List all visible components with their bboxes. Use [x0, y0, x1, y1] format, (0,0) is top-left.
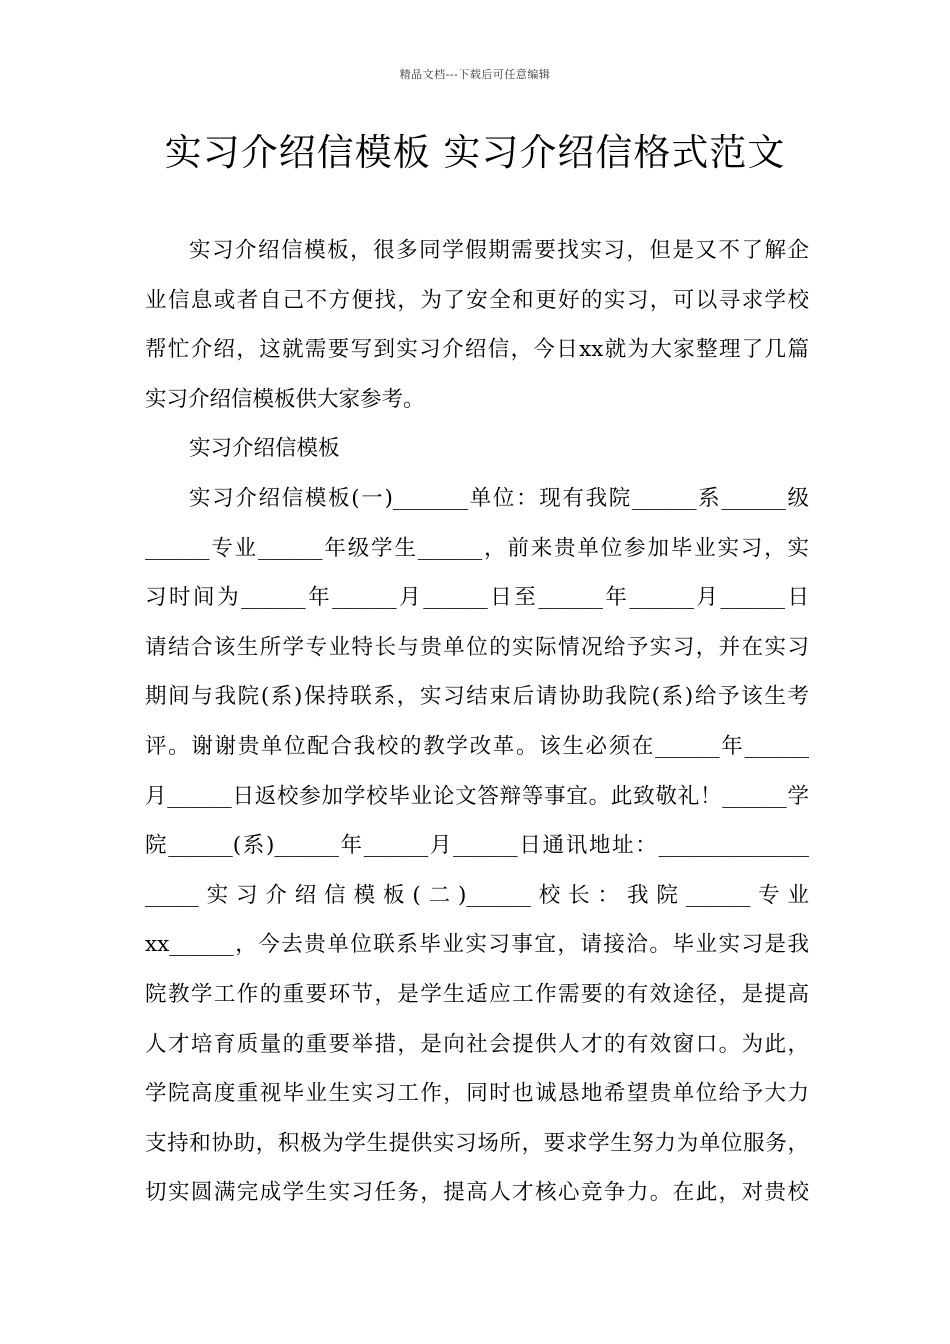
text-line: 习时间为______年______月______日至______年______月______日 [145, 585, 809, 611]
text-line: 期间与我院(系)保持联系，实习结束后请协助我院(系)给予该生考 [145, 684, 809, 710]
text-line: 切实圆满完成学生实习任务，提高人才核心竞争力。在此，对贵校 [145, 1180, 809, 1206]
header-note: 精品文档---下载后可任意编辑 [399, 68, 551, 81]
text-line: 实习介绍信模板(一)_______单位：现有我院______系______级 [189, 485, 809, 511]
section-heading: 实习介绍信模板 [189, 436, 340, 462]
text-line: 人才培育质量的重要举措，是向社会提供人才的有效窗口。为此， [145, 1031, 809, 1057]
text-line: 支持和协助，积极为学生提供实习场所，要求学生努力为单位服务， [145, 1130, 809, 1156]
text-line: 评。谢谢贵单位配合我校的教学改革。该生必须在______年______ [145, 733, 809, 759]
text-line: xx______，今去贵单位联系毕业实习事宜，请接洽。毕业实习是我 [145, 932, 809, 958]
text-line: 请结合该生所学专业特长与贵单位的实际情况给予实习，并在实习 [145, 634, 809, 660]
text-line: 业信息或者自己不方便找，为了安全和更好的实习，可以寻求学校 [145, 287, 809, 313]
text-line: 帮忙介绍，这就需要写到实习介绍信，今日xx就为大家整理了几篇 [145, 337, 809, 363]
text-line: ______专业______年级学生______，前来贵单位参加毕业实习，实 [145, 535, 809, 561]
text-line: 实习介绍信模板，很多同学假期需要找实习，但是又不了解企 [189, 238, 809, 263]
text-line: 月______日返校参加学校毕业论文答辩等事宜。此致敬礼！______学 [145, 783, 809, 809]
text-line: 院教学工作的重要环节，是学生适应工作需要的有效途径，是提高 [145, 981, 809, 1007]
text-line: 学院高度重视毕业生实习工作，同时也诚恳地希望贵单位给予大力 [145, 1081, 809, 1107]
text-line: 实习介绍信模板供大家参考。 [145, 386, 425, 412]
document-body [145, 226, 809, 1218]
text-line: _____实习介绍信模板(二)______校长：我院______专业 [145, 882, 809, 908]
page-title: 实习介绍信模板 实习介绍信格式范文 [164, 131, 786, 174]
text-line: 院______(系)______年______月______日通讯地址：______________ [145, 833, 809, 859]
